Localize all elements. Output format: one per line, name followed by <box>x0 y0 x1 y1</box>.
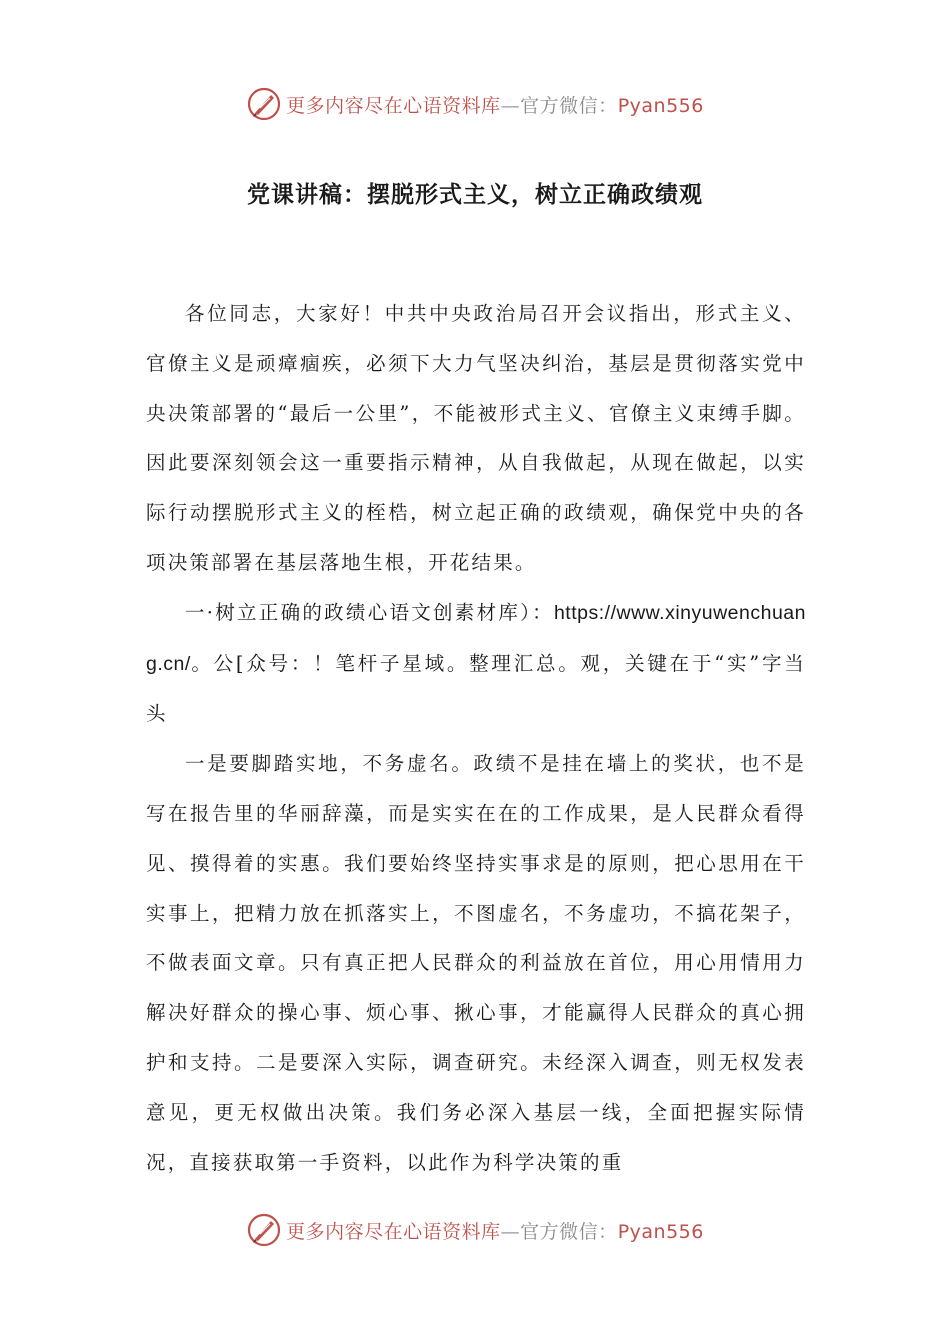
banner-wechat-id: Pyan556 <box>617 94 704 117</box>
document-title: 党课讲稿：摆脱形式主义，树立正确政绩观 <box>247 182 703 208</box>
paragraph-section-one <box>146 588 806 739</box>
quill-logo-icon <box>246 1212 282 1248</box>
document-body <box>146 289 806 1187</box>
paragraph-point-one: 一是要脚踏实地，不务虚名。政绩不是挂在墙上的奖状，也不是写在报告里的华丽辞藻，而是实实在在的工作成果，是人民群众看得见、摸得着的实惠。我们要始终坚持实事求是的原则，把心思用在干实事上，把精力放在抓落实上，不图虚名，不务虚功，不搞花架子，不做表面文章。只有真正把人民群众的利益放在首位，用心用情用力解决好群众的操心事、烦心事、揪心事，才能赢得人民群众的真心拥护和支持。二是要深入实际，调查研究。未经深入调查，则无权发表意见，更无权做出决策。我们务必深入基层一线，全面把握实际情况，直接获取第一手资料，以此作为科学决策的重 <box>146 752 806 1174</box>
banner-separator: — <box>500 94 521 117</box>
section-one-lead: 一·树立正确的政绩心语文创素材库）： <box>185 600 554 624</box>
footer-banner <box>0 1208 950 1252</box>
banner-separator: — <box>500 1220 521 1243</box>
banner-wechat-label: 官方微信： <box>520 94 618 117</box>
banner-wechat-id: Pyan556 <box>617 1220 704 1243</box>
banner-text <box>286 91 704 118</box>
banner-text <box>286 1217 704 1244</box>
banner-lead: 更多内容尽在心语资料库 <box>286 94 501 117</box>
section-one-tail: 。公[众号：！笔杆子星域。整理汇总。观，关键在于“实”字当头 <box>146 651 806 726</box>
banner-wechat-label: 官方微信： <box>520 1220 618 1243</box>
quill-logo-icon <box>246 86 282 122</box>
paragraph-intro: 各位同志，大家好！中共中央政治局召开会议指出，形式主义、官僚主义是顽瘴痼疾，必须下大力气坚决纠治，基层是贯彻落实党中央决策部署的“最后一公里”，不能被形式主义、官僚主义束缚手脚。因此要深刻领会这一重要指示精神，从自我做起，从现在做起，以实际行动摆脱形式主义的桎梏，树立起正确的政绩观，确保党中央的各项决策部署在基层落地生根，开花结果。 <box>146 302 806 574</box>
source-url: https://www.xinyuwenchuang.cn/ <box>146 601 806 675</box>
header-banner <box>0 82 950 126</box>
banner-lead: 更多内容尽在心语资料库 <box>286 1220 501 1243</box>
